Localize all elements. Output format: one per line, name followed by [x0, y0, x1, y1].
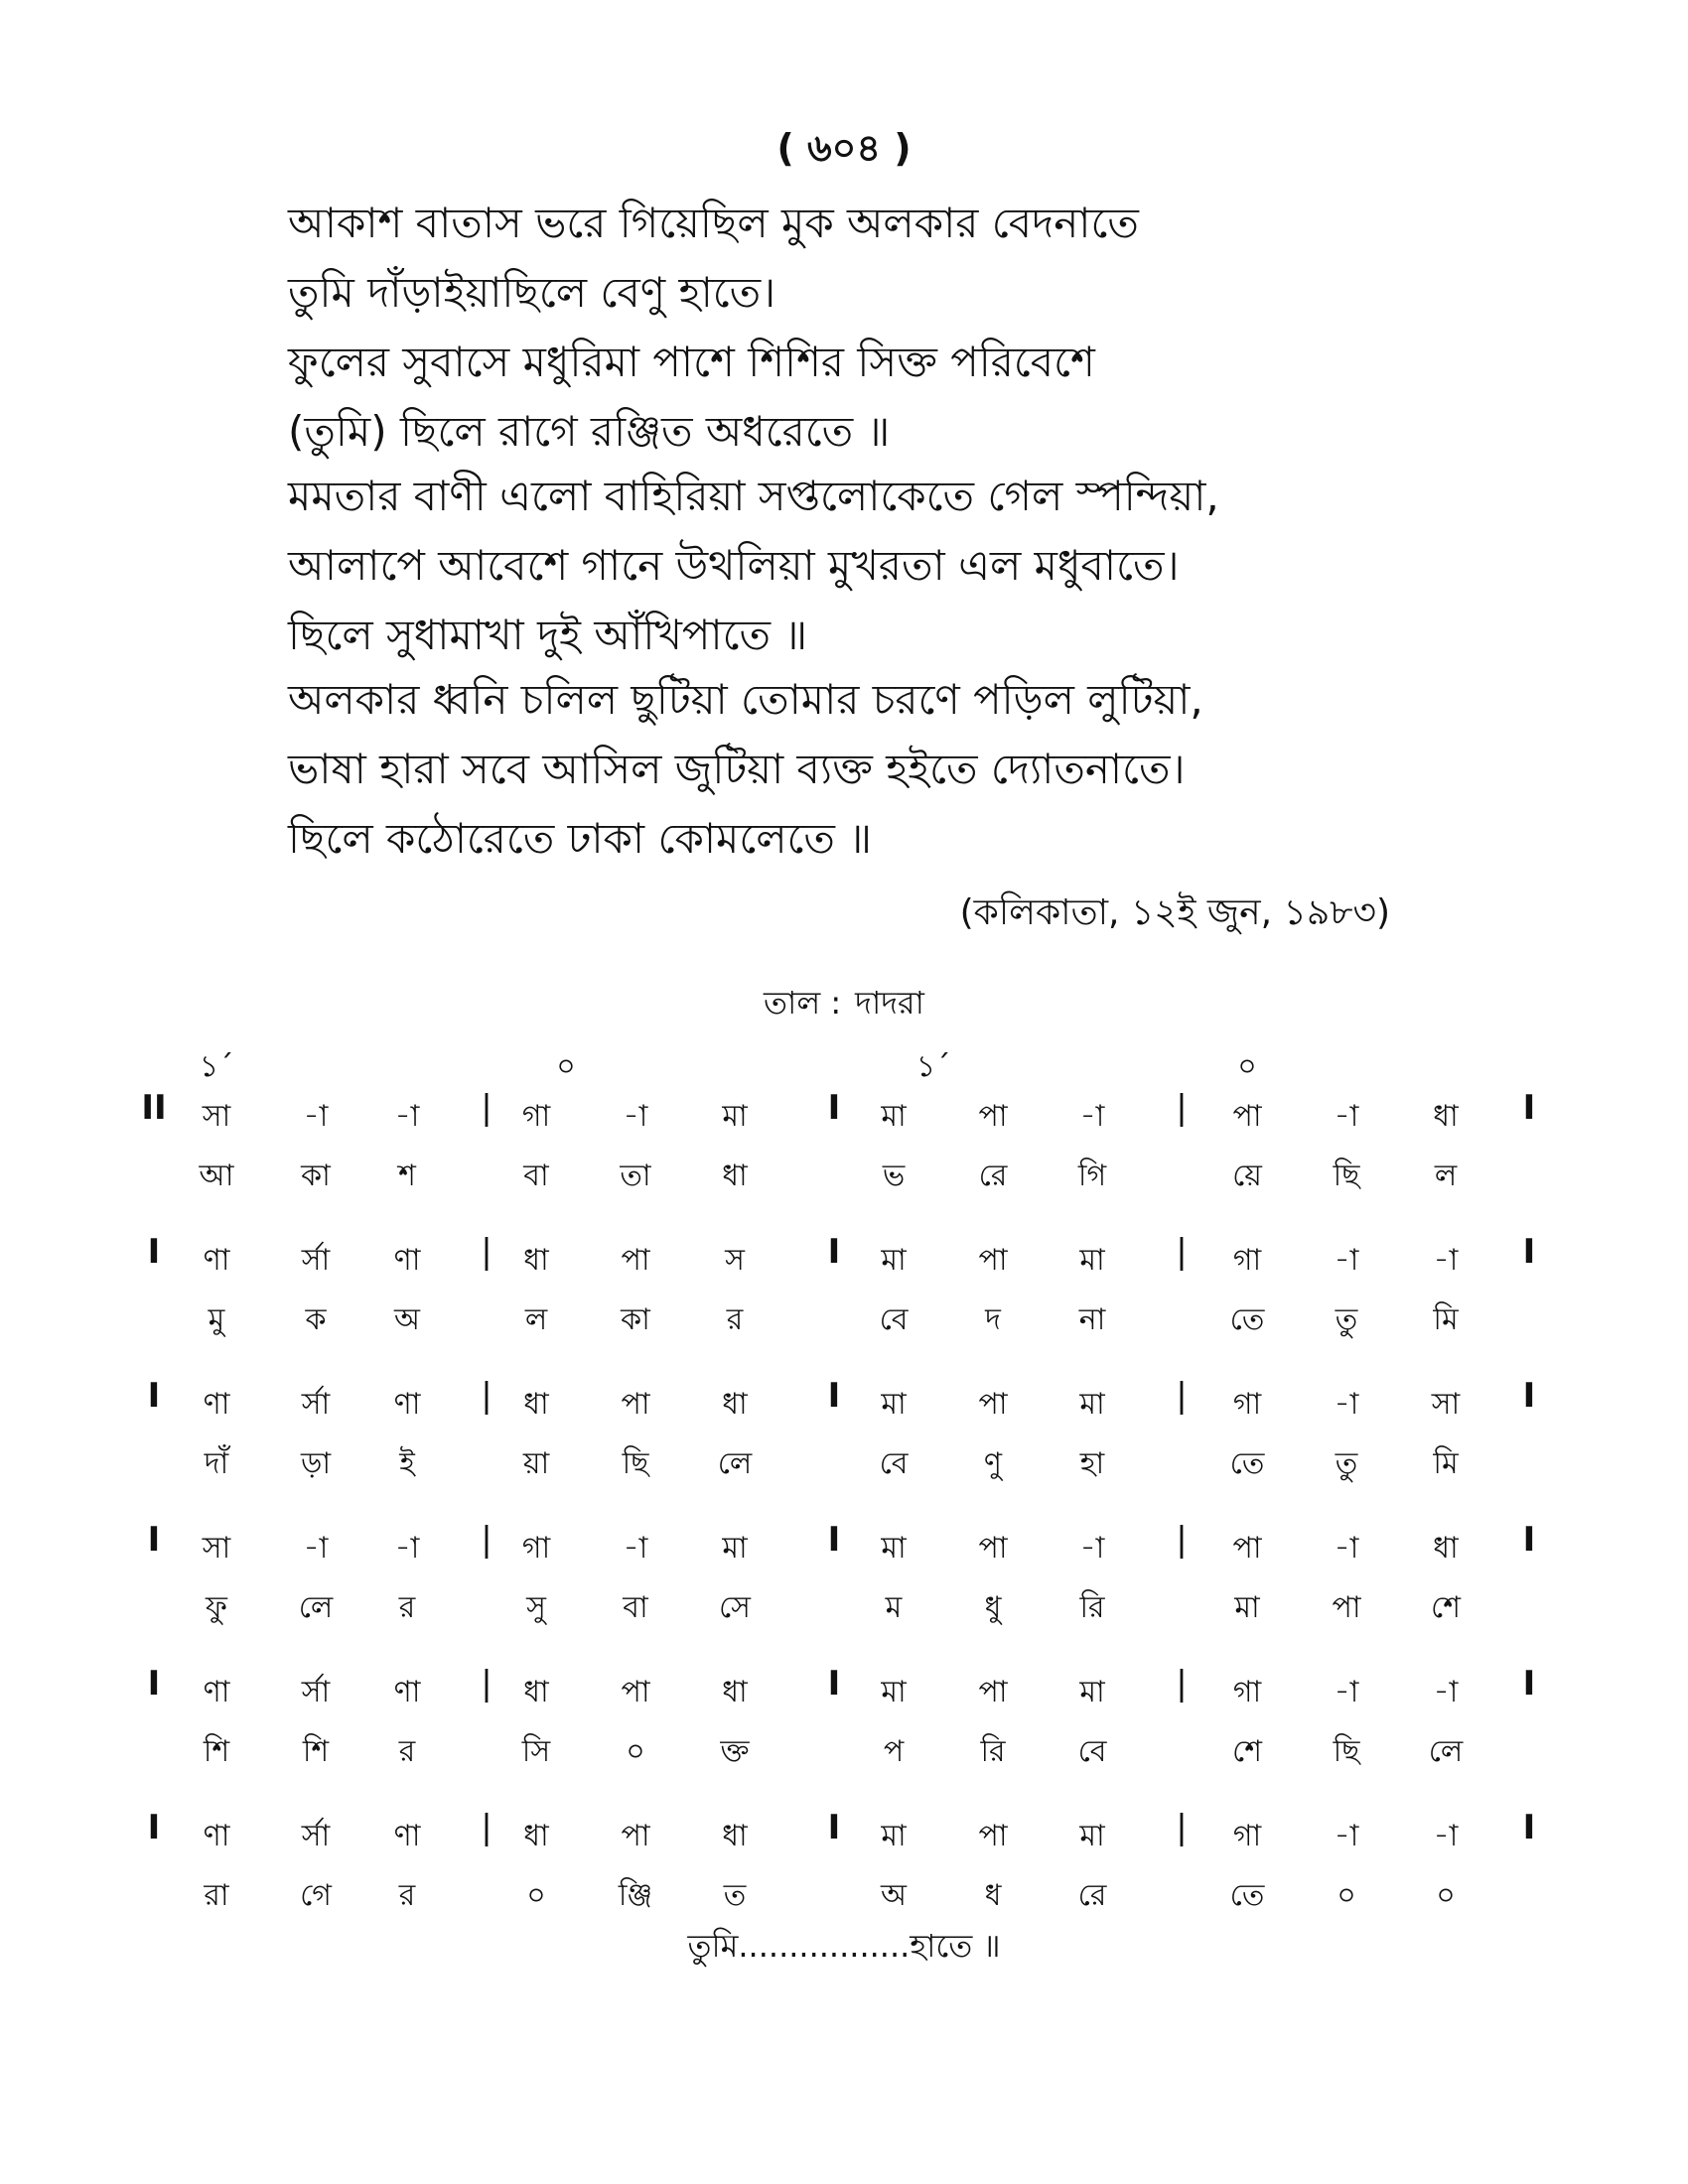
lyric-cell: রে: [1077, 1878, 1107, 1913]
swara-cell: সা: [202, 1531, 231, 1566]
lyric-cell: হা: [1079, 1446, 1105, 1481]
lyric-cell: অ: [394, 1302, 420, 1337]
swara-cell: -া: [1334, 1531, 1359, 1566]
section-bar: I: [147, 1664, 161, 1704]
swara-cell: র্সা: [301, 1387, 331, 1422]
swara-cell: ধা: [722, 1387, 748, 1422]
lyric-cell: লে: [298, 1590, 334, 1625]
lyric-cell: ই: [399, 1446, 415, 1481]
lyric-cell: গি: [1077, 1159, 1107, 1193]
swara-cell: -া: [303, 1099, 329, 1134]
swara-cell: ধা: [722, 1819, 748, 1853]
lyric-cell: য়ে: [1232, 1159, 1262, 1193]
lyric-cell: সে: [719, 1590, 751, 1625]
beat-mark: ১´: [199, 1049, 234, 1084]
section-bar: I: [1522, 1088, 1536, 1128]
swara-cell: ণা: [203, 1819, 230, 1853]
place-date: (কলিকাতা, ১২ই জুন, ১৯৮৩): [959, 892, 1390, 933]
section-bar: I: [1522, 1520, 1536, 1560]
half-bar: |: [481, 1088, 492, 1128]
swara-cell: ণা: [393, 1675, 421, 1709]
lyric-cell: ধু: [984, 1590, 1002, 1625]
swara-cell: মা: [1079, 1675, 1105, 1709]
poem-line: (তুমি) ছিলে রাগে রঞ্জিত অধরেতে ॥: [288, 407, 891, 456]
swara-cell: মা: [1079, 1243, 1105, 1278]
poem-line: ভাষা হারা সবে আসিল জুটিয়া ব্যক্ত হইতে দ্যোতনাতে।: [288, 745, 1186, 793]
half-bar: |: [1176, 1808, 1188, 1847]
closing-line: তুমি.................হাতে ॥: [687, 1927, 1001, 1965]
swara-cell: পা: [978, 1099, 1008, 1134]
lyric-cell: র: [398, 1878, 416, 1913]
swara-cell: পা: [621, 1819, 650, 1853]
swara-cell: র্সা: [301, 1819, 331, 1853]
lyric-cell: কা: [621, 1302, 650, 1337]
swara-cell: -া: [394, 1531, 420, 1566]
lyric-cell: ভ: [882, 1159, 906, 1193]
swara-cell: পা: [1232, 1099, 1262, 1134]
section-bar: I: [827, 1808, 841, 1847]
lyric-cell: বে: [1077, 1734, 1107, 1769]
lyric-cell: তু: [1335, 1302, 1358, 1337]
lyric-cell: তে: [1229, 1878, 1265, 1913]
swara-cell: -া: [623, 1099, 648, 1134]
poem-line: অলকার ধ্বনি চলিল ছুটিয়া তোমার চরণে পড়িল লুটিয়া,: [288, 675, 1203, 724]
lyric-cell: রি: [1079, 1590, 1105, 1625]
lyric-cell: মা: [1234, 1590, 1260, 1625]
section-bar: I: [827, 1664, 841, 1704]
lyric-cell: রে: [978, 1159, 1008, 1193]
lyric-cell: শে: [1232, 1734, 1262, 1769]
poem-line: ফুলের সুবাসে মধুরিমা পাশে শিশির সিক্ত পরিবেশে: [288, 338, 1095, 386]
swara-cell: -া: [1079, 1531, 1105, 1566]
swara-cell: পা: [978, 1819, 1008, 1853]
swara-cell: সা: [1431, 1387, 1461, 1422]
lyric-cell: মু: [208, 1302, 225, 1337]
lyric-cell: ০: [1436, 1878, 1456, 1913]
lyric-cell: ছি: [1333, 1159, 1360, 1193]
lyric-cell: ধা: [722, 1159, 748, 1193]
lyric-cell: মি: [1433, 1446, 1459, 1481]
lyric-cell: র: [398, 1590, 416, 1625]
lyric-cell: য়া: [522, 1446, 550, 1481]
swara-cell: মা: [881, 1243, 907, 1278]
half-bar: |: [1176, 1520, 1188, 1560]
taal-label: তাল :: [764, 984, 842, 1022]
lyric-cell: সি: [521, 1734, 551, 1769]
swara-cell: -া: [1334, 1243, 1359, 1278]
lyric-cell: ম: [885, 1590, 903, 1625]
poem-line: ছিলে কঠোরেতে ঢাকা কোমলেতে ॥: [288, 814, 873, 863]
lyric-cell: ০: [526, 1878, 546, 1913]
lyric-cell: বা: [523, 1159, 549, 1193]
lyric-cell: ত: [723, 1878, 747, 1913]
section-bar: I: [827, 1232, 841, 1272]
swara-cell: -া: [1433, 1675, 1459, 1709]
half-bar: |: [481, 1664, 492, 1704]
lyric-cell: তা: [620, 1159, 651, 1193]
lyric-cell: ল: [524, 1302, 548, 1337]
swara-cell: -া: [1334, 1675, 1359, 1709]
swara-cell: পা: [621, 1675, 650, 1709]
section-bar: I: [827, 1376, 841, 1416]
lyric-cell: পা: [1332, 1590, 1361, 1625]
swara-cell: ণা: [393, 1243, 421, 1278]
lyric-cell: সু: [526, 1590, 546, 1625]
half-bar: |: [1176, 1664, 1188, 1704]
swara-cell: পা: [978, 1387, 1008, 1422]
lyric-cell: রা: [204, 1878, 229, 1913]
swara-cell: পা: [978, 1675, 1008, 1709]
lyric-cell: না: [1078, 1302, 1106, 1337]
lyric-cell: প: [883, 1734, 905, 1769]
lyric-cell: ০: [626, 1734, 645, 1769]
swara-cell: -া: [303, 1531, 329, 1566]
swara-cell: -া: [1334, 1099, 1359, 1134]
swara-cell: ধা: [1433, 1531, 1459, 1566]
lyric-cell: শে: [1431, 1590, 1461, 1625]
swara-cell: -া: [394, 1099, 420, 1134]
swara-cell: ধা: [523, 1243, 549, 1278]
swara-cell: মা: [881, 1531, 907, 1566]
section-bar: I: [1522, 1376, 1536, 1416]
swara-cell: ণা: [203, 1243, 230, 1278]
swara-cell: ধা: [722, 1675, 748, 1709]
swara-cell: গা: [1232, 1387, 1262, 1422]
section-bar: I: [147, 1520, 161, 1560]
swara-cell: ণা: [203, 1387, 230, 1422]
swara-cell: মা: [1079, 1819, 1105, 1853]
swara-cell: র্সা: [301, 1675, 331, 1709]
swara-cell: মা: [881, 1387, 907, 1422]
swara-cell: পা: [978, 1531, 1008, 1566]
swara-cell: গা: [521, 1099, 551, 1134]
half-bar: |: [1176, 1232, 1188, 1272]
swara-cell: -া: [1433, 1243, 1459, 1278]
swara-cell: ধা: [523, 1387, 549, 1422]
lyric-cell: ল: [1434, 1159, 1458, 1193]
lyric-cell: ড়া: [300, 1446, 332, 1481]
half-bar: |: [481, 1520, 492, 1560]
half-bar: |: [481, 1232, 492, 1272]
beat-mark: ১´: [915, 1049, 951, 1084]
lyric-cell: বা: [623, 1590, 648, 1625]
section-bar: I: [827, 1088, 841, 1128]
lyric-cell: দ: [985, 1302, 1001, 1337]
lyric-cell: বে: [879, 1302, 909, 1337]
section-bar: I: [147, 1232, 161, 1272]
poem-line: আলাপে আবেশে গানে উথলিয়া মুখরতা এল মধুবাতে।: [288, 541, 1180, 590]
swara-cell: -া: [623, 1531, 648, 1566]
lyric-cell: শ: [398, 1159, 416, 1193]
lyric-cell: রি: [980, 1734, 1006, 1769]
swara-cell: সা: [202, 1099, 231, 1134]
lyric-cell: ছি: [1333, 1734, 1360, 1769]
swara-cell: মা: [1079, 1387, 1105, 1422]
swara-cell: ণা: [393, 1387, 421, 1422]
lyric-cell: ক্ত: [720, 1734, 750, 1769]
swara-cell: মা: [722, 1099, 748, 1134]
swara-cell: পা: [978, 1243, 1008, 1278]
lyric-cell: শি: [203, 1734, 230, 1769]
swara-cell: স: [725, 1243, 745, 1278]
swara-cell: মা: [722, 1531, 748, 1566]
poem-line: ছিলে সুধামাখা দুই আঁখিপাতে ॥: [288, 611, 808, 659]
lyric-cell: গে: [300, 1878, 332, 1913]
swara-cell: ণা: [393, 1819, 421, 1853]
lyric-cell: তু: [1335, 1446, 1358, 1481]
section-bar: I: [147, 1808, 161, 1847]
beat-mark: ০: [556, 1049, 576, 1084]
lyric-cell: ফু: [206, 1590, 227, 1625]
lyric-cell: ঞ্জি: [618, 1878, 653, 1913]
lyric-cell: ক: [305, 1302, 327, 1337]
swara-cell: -া: [1334, 1819, 1359, 1853]
swara-cell: ধা: [523, 1675, 549, 1709]
lyric-cell: কা: [301, 1159, 331, 1193]
lyric-cell: ছি: [622, 1446, 649, 1481]
swara-cell: মা: [881, 1819, 907, 1853]
half-bar: |: [1176, 1088, 1188, 1128]
section-bar: I: [1522, 1664, 1536, 1704]
lyric-cell: ণু: [983, 1446, 1003, 1481]
swara-cell: -া: [1433, 1819, 1459, 1853]
swara-cell: পা: [1232, 1531, 1262, 1566]
section-bar: I: [1522, 1808, 1536, 1847]
swara-cell: গা: [1232, 1819, 1262, 1853]
section-bar: II: [141, 1088, 167, 1128]
poem-line: মমতার বাণী এলো বাহিরিয়া সপ্তলোকেতে গেল স্পন্দিয়া,: [288, 472, 1219, 520]
lyric-cell: বে: [879, 1446, 909, 1481]
lyric-cell: লে: [1428, 1734, 1464, 1769]
half-bar: |: [1176, 1376, 1188, 1416]
swara-cell: পা: [621, 1387, 650, 1422]
swara-cell: -া: [1334, 1387, 1359, 1422]
beat-mark: ০: [1237, 1049, 1257, 1084]
lyric-cell: র: [726, 1302, 744, 1337]
lyric-cell: শি: [302, 1734, 330, 1769]
half-bar: |: [481, 1808, 492, 1847]
poem-line: আকাশ বাতাস ভরে গিয়েছিল মুক অলকার বেদনাতে: [288, 199, 1139, 247]
swara-cell: -া: [1079, 1099, 1105, 1134]
swara-cell: ধা: [1433, 1099, 1459, 1134]
lyric-cell: ধ: [984, 1878, 1002, 1913]
swara-cell: পা: [621, 1243, 650, 1278]
swara-cell: ধা: [523, 1819, 549, 1853]
page-number: ( ৬০৪ ): [776, 126, 912, 170]
swara-cell: ণা: [203, 1675, 230, 1709]
lyric-cell: মি: [1433, 1302, 1459, 1337]
lyric-cell: তে: [1229, 1446, 1265, 1481]
lyric-cell: লে: [717, 1446, 753, 1481]
lyric-cell: ০: [1336, 1878, 1356, 1913]
swara-cell: গা: [1232, 1243, 1262, 1278]
lyric-cell: আ: [199, 1159, 234, 1193]
swara-cell: গা: [1232, 1675, 1262, 1709]
lyric-cell: দাঁ: [204, 1446, 229, 1481]
lyric-cell: র: [398, 1734, 416, 1769]
half-bar: |: [481, 1376, 492, 1416]
lyric-cell: অ: [881, 1878, 907, 1913]
swara-cell: মা: [881, 1099, 907, 1134]
poem-line: তুমি দাঁড়াইয়াছিলে বেণু হাতে।: [288, 268, 776, 317]
swara-cell: র্সা: [301, 1243, 331, 1278]
section-bar: I: [827, 1520, 841, 1560]
lyric-cell: তে: [1229, 1302, 1265, 1337]
swara-cell: গা: [521, 1531, 551, 1566]
taal-value: দাদরা: [855, 984, 924, 1022]
swara-cell: মা: [881, 1675, 907, 1709]
section-bar: I: [147, 1376, 161, 1416]
section-bar: I: [1522, 1232, 1536, 1272]
